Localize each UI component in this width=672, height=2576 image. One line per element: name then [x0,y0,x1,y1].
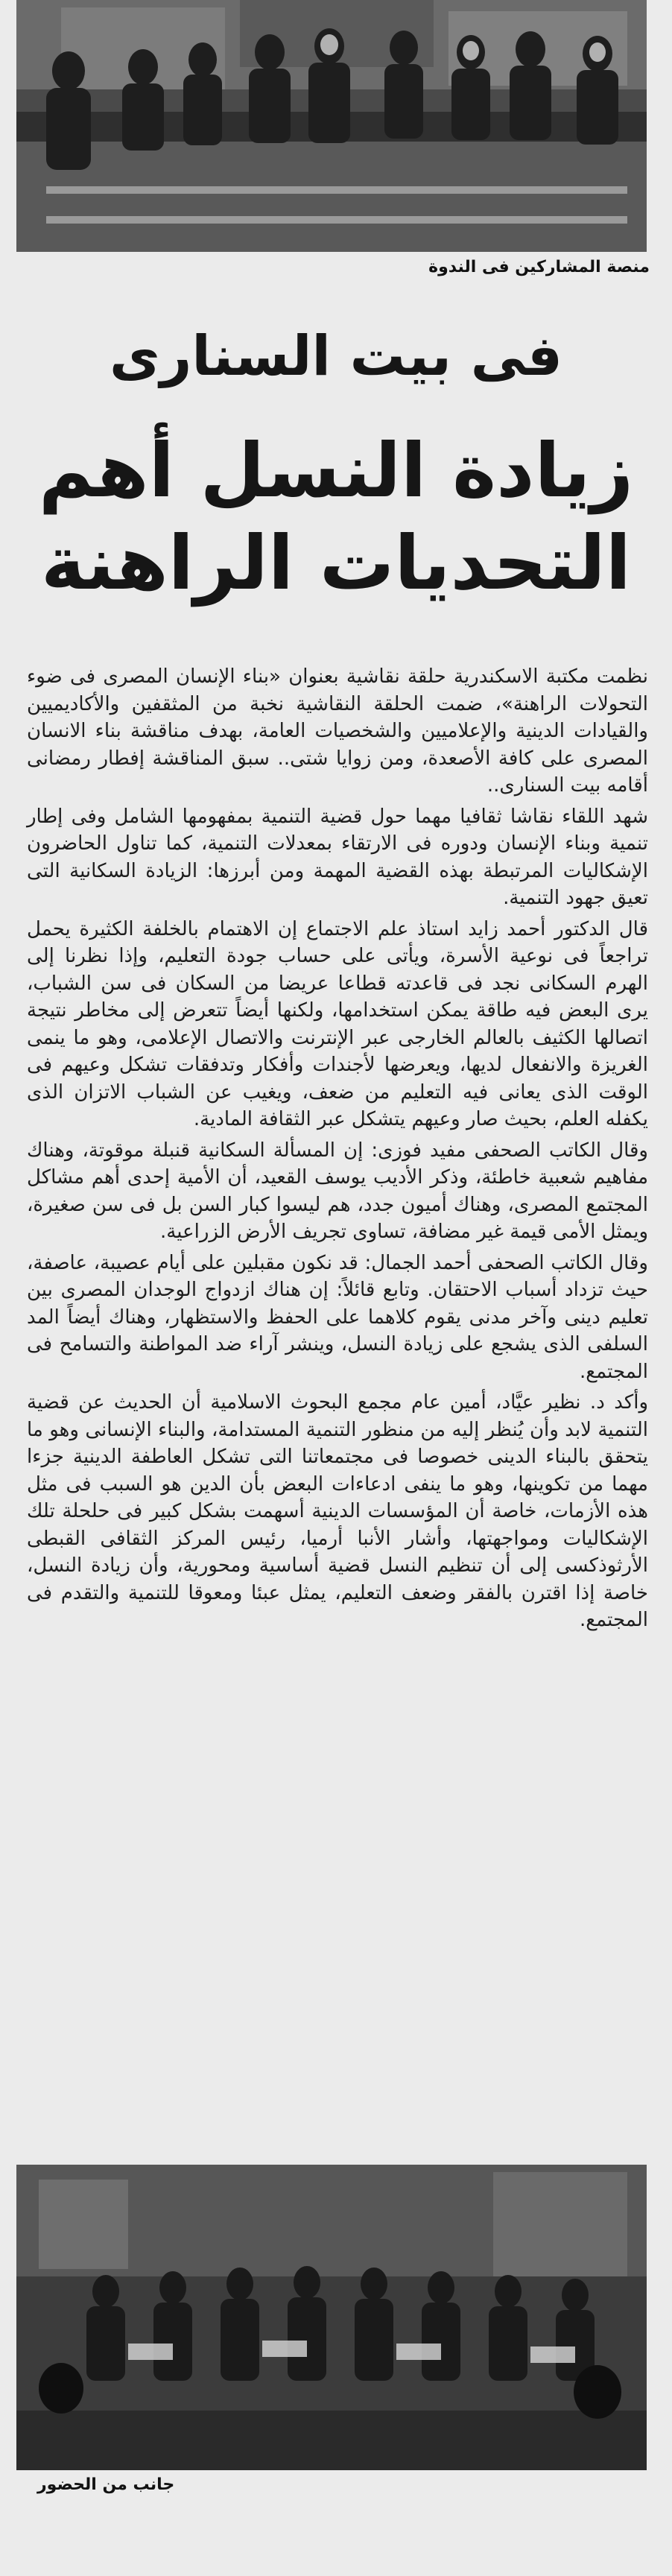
article-paragraph: وقال الكاتب الصحفى مفيد فوزى: إن المسألة السكانية قنبلة موقوتة، وهناك مفاهيم شعبية خاطئة، وذكر الأديب يوسف القعيد، أن الأمية إحدى أهم مشاكل المجتمع المصرى، وهناك أميون جدد، هم ليسوا كبار السن بل فى سن صغيرة، ويمثل الأمى قيمة غير مضافة، تساوى تجريف الأرض الزراعية. [27,1139,648,1243]
top-photo-caption: منصة المشاركين فى الندوة [428,258,650,276]
headline-line-1: زيادة النسل أهم [38,427,634,514]
panel-photo-image [16,0,647,252]
headline-main [18,425,654,610]
audience-photo-image [16,2165,647,2470]
bottom-photo-caption: جانب من الحضور [37,2475,175,2494]
bottom-photo [16,2165,647,2470]
headline-pre: فى بيت السنارى [109,324,563,388]
article-body [27,663,648,2172]
article-paragraph: قال الدكتور أحمد زايد استاذ علم الاجتماع إن الاهتمام بالخلفة الكثيرة يحمل تراجعاً فى نوعية الأسرة، ويأتى على حساب جودة التعليم، وإذا نظرنا إلى الهرم السكانى نجد فى قاعدته قطاعا عريضا من السكان فى سن الشباب، يرى البعض فيه طاقة يمكن استخدامها، ولكنها أيضاً تتعرض إلى مخاطر نتيجة اتصالها الكثيف بالعالم الخارجى عبر الإنترنت والاتصال الإعلامى، وهو ما ينمى الغريزة والانفعال لديها، ويعرضها لأجندات وأفكار وتدفقات تشكل وعيهم فى الوقت الذى يعانى فيه التعليم من ضعف، ويغيب عن الشباب الاتزان الذى يكفله العلم، بحيث صار وعيهم يتشكل عبر الثقافة المادية. [27,917,648,1130]
article-paragraph: وأكد د. نظير عيَّاد، أمين عام مجمع البحوث الاسلامية أن الحديث عن قضية التنمية لابد وأن يُنظر إليه من منظور التنمية المستدامة، والبناء الإنسانى وهو ما يتحقق بالبناء الدينى خصوصا فى مجتمعاتنا التى تشكل العاطفة الدينية جزءا مهما من تكوينها، وهو ما ينفى ادعاءات البعض بأن الدين هو السبب فى مثل هذه الأزمات، خاصة أن المؤسسات الدينية أسهمت بشكل كبير فى حلحلة تلك الإشكاليات ومواجهتها، وأشار الأنبا أرميا، رئيس المركز الثقافى القبطى الأرثوذكسى إلى أن تنظيم النسل قضية أساسية ومحورية، وأن زيادة النسل، خاصة إذا اقترن بالفقر وضعف التعليم، يمثل عبئا ومعوقا للتنمية والتقدم فى المجتمع. [27,1391,648,1631]
article-paragraph: نظمت مكتبة الاسكندرية حلقة نقاشية بعنوان «بناء الإنسان المصرى فى ضوء التحولات الراهنة»، ضمت الحلقة النقاشية نخبة من المثقفين والأكاديميين والقيادات الدينية والإعلاميين والشخصيات العامة، بهدف مناقشة بناء الانسان المصرى على كافة الأصعدة، ومن زوايا شتى.. سبق المناقشة إفطار رمضانى أقامه بيت السنارى.. [27,665,648,797]
article-paragraph: وقال الكاتب الصحفى أحمد الجمال: قد نكون مقبلين على أيام عصيبة، عاصفة، حيث تزداد أسباب الاحتقان. وتابع قائلاً: إن هناك ازدواج الوجدان المصرى بين تعليم دينى وآخر مدنى يقوم كلاهما على الحفظ والاستظهار، وهناك أيضاً المد السلفى الذى يشجع على زيادة النسل، وينشر آراء ضد المواطنة والتسامح فى المجتمع. [27,1251,648,1383]
headline-line-2: التحديات الراهنة [41,519,631,607]
top-photo [16,0,647,252]
article-paragraph: شهد اللقاء نقاشا ثقافيا مهما حول قضية التنمية بمفهومها الشامل وفى إطار تنمية وبناء الإنسان ودوره فى الارتقاء بمعدلات التنمية، كما تناول الحاضرون الإشكاليات المرتبطة بهذه القضية المهمة ومن أبرزها: الزيادة السكانية التى تعيق جهود التنمية. [27,805,648,909]
